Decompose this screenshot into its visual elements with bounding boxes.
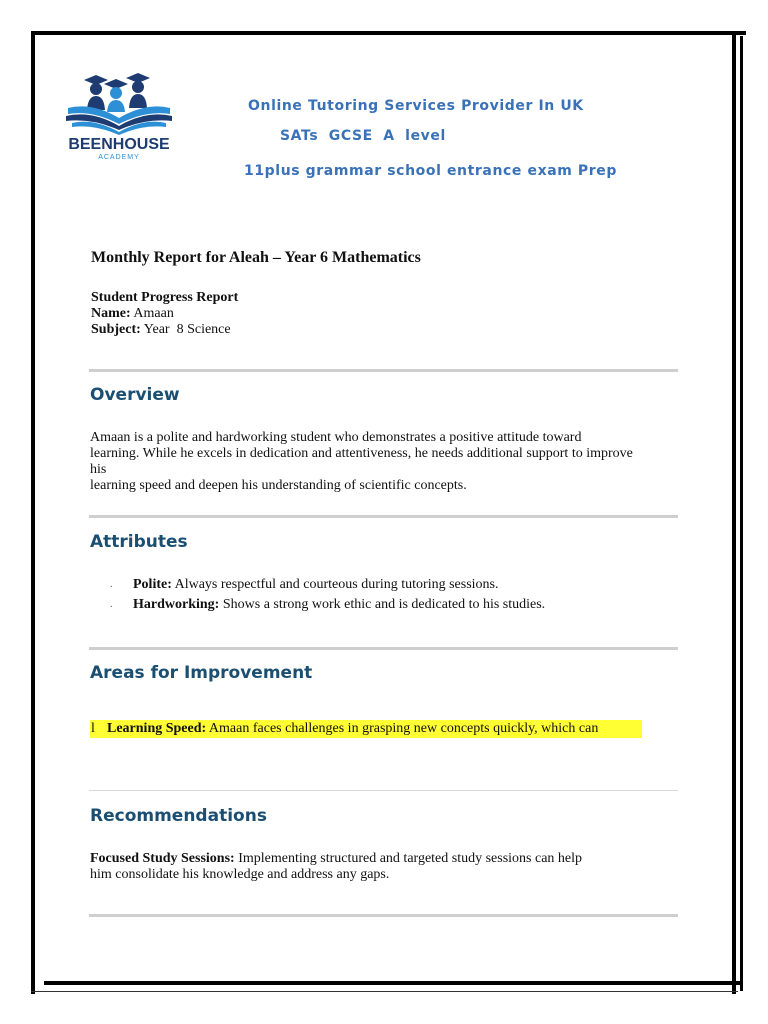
- logo-wordmark: BEENHOUSE: [68, 136, 170, 153]
- list-item: [110, 595, 545, 615]
- page-border-right-outer: [740, 36, 743, 991]
- page-border-top: [31, 31, 746, 35]
- recommendations-heading: Recommendations: [90, 806, 267, 826]
- graduates-book-icon: [62, 72, 176, 138]
- recommendations-paragraph: [90, 851, 680, 883]
- attributes-list: [110, 575, 545, 615]
- attribute-text: Always respectful and courteous during tutoring sessions.: [174, 577, 499, 592]
- header-exams: SATs GCSE A level: [280, 128, 446, 144]
- header-tagline: Online Tutoring Services Provider In UK: [248, 98, 584, 114]
- attribute-label: Hardworking:: [133, 597, 220, 612]
- overview-heading: Overview: [90, 385, 180, 405]
- subject-value: Year 8 Science: [143, 322, 231, 337]
- name-label: Name:: [91, 306, 131, 321]
- beenhouse-logo: [62, 72, 176, 168]
- recommendation-text: him consolidate his knowledge and address any gaps.: [90, 867, 390, 882]
- report-meta: [91, 290, 238, 338]
- page-border-bottom-outer: [31, 991, 738, 992]
- subject-label: Subject:: [91, 322, 141, 337]
- overview-line: Amaan is a polite and hardworking student who demonstrates a positive attitude toward: [90, 430, 582, 445]
- recommendation-label: Focused Study Sessions:: [90, 851, 235, 866]
- divider: [89, 914, 678, 917]
- divider: [89, 515, 678, 518]
- divider: [89, 790, 678, 791]
- page-border-left: [31, 31, 35, 994]
- logo-subtitle: ACADEMY: [98, 154, 140, 161]
- bullet-icon: .: [110, 579, 113, 590]
- divider: [89, 647, 678, 650]
- improvement-label: Learning Speed:: [107, 721, 207, 736]
- overview-paragraph: [90, 430, 680, 494]
- page-border-right: [732, 31, 736, 994]
- attribute-text: Shows a strong work ethic and is dedicated to his studies.: [222, 597, 546, 612]
- attribute-label: Polite:: [133, 577, 172, 592]
- overview-line: his: [90, 462, 107, 477]
- divider: [89, 369, 678, 372]
- list-marker: l: [91, 721, 95, 736]
- name-value: Amaan: [133, 306, 174, 321]
- header-prep: 11plus grammar school entrance exam Prep: [244, 163, 618, 179]
- bullet-icon: .: [110, 599, 113, 610]
- report-title: Monthly Report for Aleah – Year 6 Mathematics: [91, 249, 421, 266]
- improvement-heading: Areas for Improvement: [90, 663, 313, 683]
- page-border-bottom: [44, 981, 740, 985]
- improvement-text: Amaan faces challenges in grasping new concepts quickly, which can: [208, 721, 599, 736]
- list-item: [110, 575, 545, 595]
- report-subtitle: Student Progress Report: [91, 290, 239, 305]
- improvement-item: [91, 721, 598, 737]
- overview-line: learning. While he excels in dedication and attentiveness, he needs additional support to improve: [90, 446, 633, 461]
- overview-line: learning speed and deepen his understanding of scientific concepts.: [90, 478, 467, 493]
- recommendation-text: Implementing structured and targeted study sessions can help: [238, 851, 583, 866]
- attributes-heading: Attributes: [90, 532, 188, 552]
